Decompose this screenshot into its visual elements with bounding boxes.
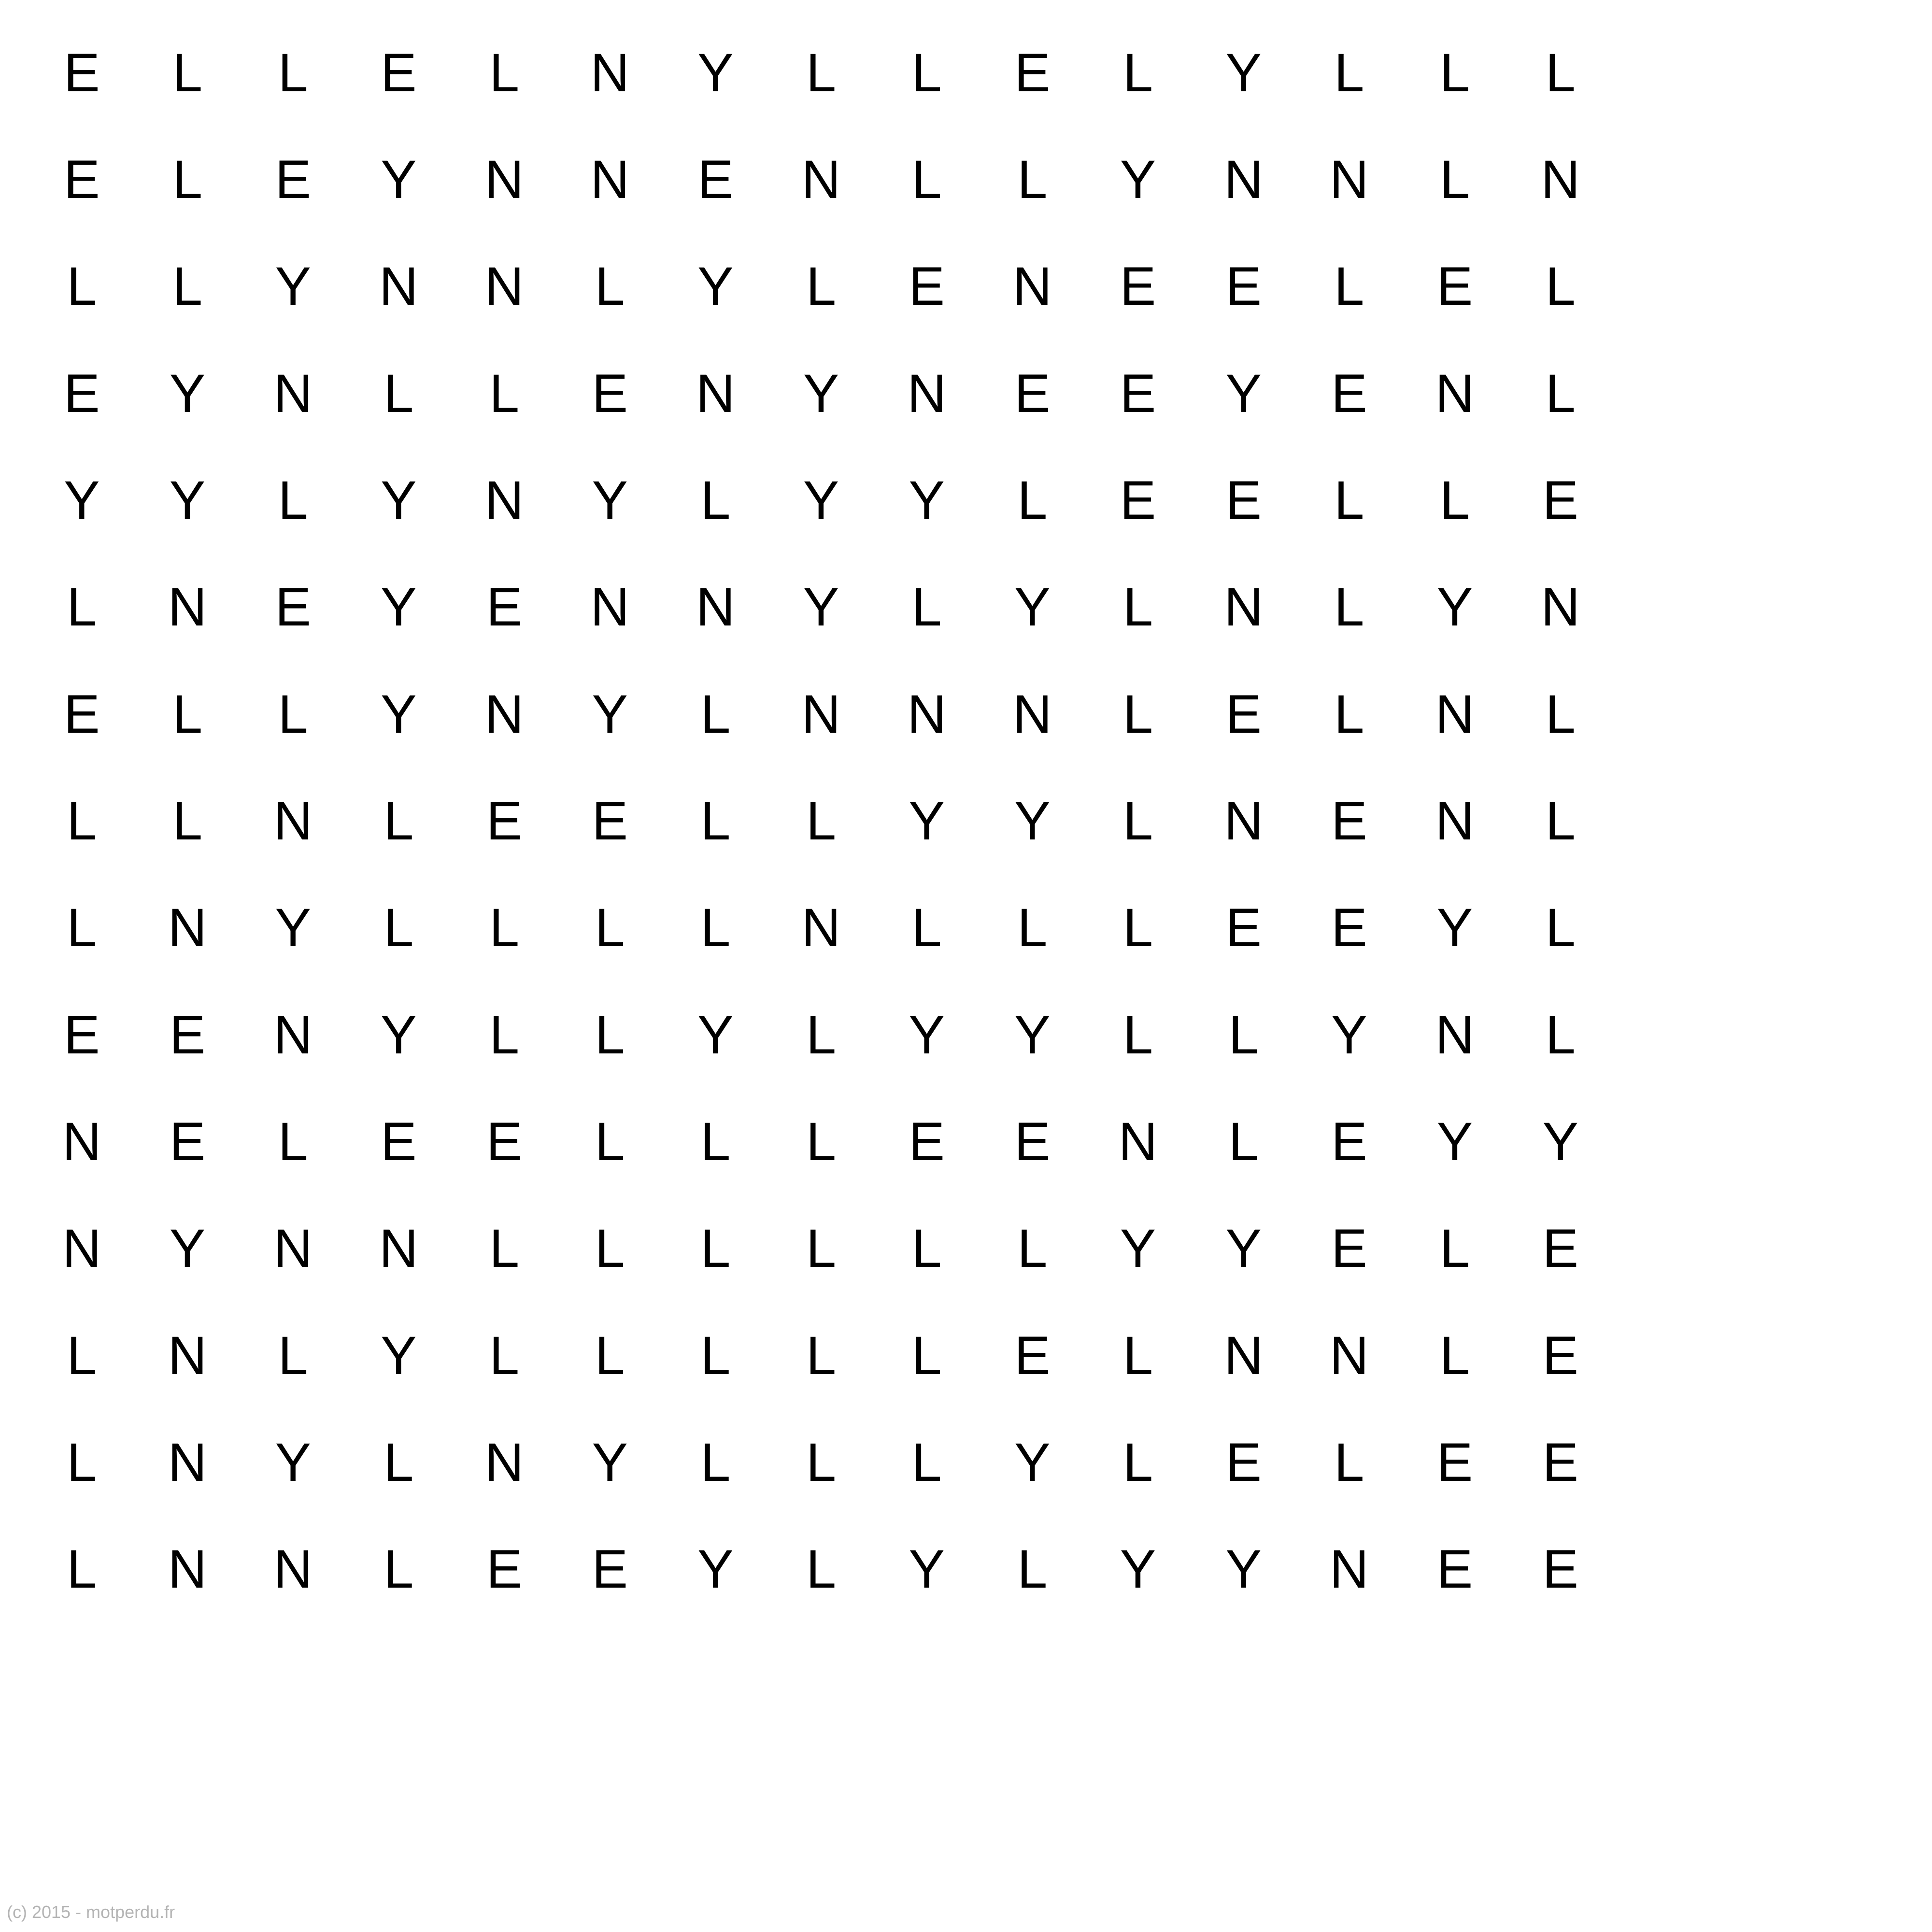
grid-cell[interactable]: Y	[63, 469, 100, 530]
grid-cell[interactable]: E	[592, 1539, 628, 1600]
grid-cell[interactable]: N	[484, 149, 524, 210]
grid-cell[interactable]: L	[489, 897, 520, 958]
grid-cell[interactable]: N	[273, 1218, 313, 1279]
grid-cell[interactable]: Y	[169, 469, 206, 530]
grid-cell[interactable]: Y	[1225, 1218, 1262, 1279]
grid-cell[interactable]: N	[801, 683, 841, 744]
grid-cell[interactable]: Y	[909, 790, 945, 851]
grid-cell[interactable]: L	[806, 1539, 837, 1600]
grid-cell[interactable]: L	[806, 42, 837, 103]
grid-cell[interactable]: L	[700, 1111, 731, 1172]
grid-cell[interactable]: L	[1545, 790, 1576, 851]
grid-cell[interactable]: L	[1228, 1111, 1259, 1172]
grid-cell[interactable]: L	[806, 1111, 837, 1172]
grid-cell[interactable]: Y	[169, 1218, 206, 1279]
grid-cell[interactable]: N	[379, 256, 418, 317]
grid-cell[interactable]: Y	[592, 469, 628, 530]
grid-cell[interactable]: E	[1225, 256, 1262, 317]
grid-cell[interactable]: E	[1225, 1432, 1262, 1492]
grid-cell[interactable]: L	[806, 790, 837, 851]
grid-cell[interactable]: L	[1122, 1004, 1153, 1065]
grid-cell[interactable]: N	[1329, 149, 1369, 210]
grid-cell[interactable]: E	[1542, 1325, 1579, 1386]
grid-cell[interactable]: L	[278, 1111, 308, 1172]
grid-cell[interactable]: N	[484, 683, 524, 744]
grid-cell[interactable]: E	[1542, 1432, 1579, 1492]
grid-cell[interactable]: L	[278, 683, 308, 744]
grid-cell[interactable]: L	[1122, 897, 1153, 958]
grid-cell[interactable]: E	[380, 42, 417, 103]
grid-cell[interactable]: E	[1542, 1539, 1579, 1600]
grid-cell[interactable]: N	[1329, 1539, 1369, 1600]
grid-cell[interactable]: L	[67, 1539, 97, 1600]
grid-cell[interactable]: E	[169, 1004, 206, 1065]
grid-cell[interactable]: L	[278, 1325, 308, 1386]
grid-cell[interactable]: N	[1541, 577, 1580, 638]
grid-cell[interactable]: L	[1439, 42, 1470, 103]
grid-cell[interactable]: N	[62, 1218, 101, 1279]
grid-cell[interactable]: L	[489, 1218, 520, 1279]
grid-cell[interactable]: N	[1224, 1325, 1264, 1386]
grid-cell[interactable]: L	[1017, 1218, 1048, 1279]
grid-cell[interactable]: N	[1541, 149, 1580, 210]
grid-cell[interactable]: L	[1334, 683, 1364, 744]
grid-cell[interactable]: E	[63, 149, 100, 210]
grid-cell[interactable]: E	[1225, 683, 1262, 744]
grid-cell[interactable]: L	[1439, 1325, 1470, 1386]
grid-cell[interactable]: Y	[1436, 897, 1473, 958]
grid-cell[interactable]: L	[911, 1218, 942, 1279]
grid-cell[interactable]: N	[1224, 577, 1264, 638]
grid-cell[interactable]: L	[172, 149, 203, 210]
grid-cell[interactable]: L	[1228, 1004, 1259, 1065]
grid-cell[interactable]: Y	[697, 1004, 734, 1065]
grid-cell[interactable]: E	[63, 1004, 100, 1065]
grid-cell[interactable]: L	[67, 1325, 97, 1386]
grid-cell[interactable]: L	[278, 469, 308, 530]
grid-cell[interactable]: L	[1439, 469, 1470, 530]
grid-cell[interactable]: L	[806, 256, 837, 317]
grid-cell[interactable]: L	[1334, 469, 1364, 530]
grid-cell[interactable]: N	[1435, 790, 1475, 851]
grid-cell[interactable]: L	[1122, 577, 1153, 638]
grid-cell[interactable]: N	[907, 683, 947, 744]
grid-cell[interactable]: Y	[697, 256, 734, 317]
grid-cell[interactable]: L	[806, 1218, 837, 1279]
grid-cell[interactable]: N	[1329, 1325, 1369, 1386]
grid-cell[interactable]: Y	[1014, 1004, 1051, 1065]
grid-cell[interactable]: L	[700, 1218, 731, 1279]
grid-cell[interactable]: E	[1014, 1325, 1051, 1386]
grid-cell[interactable]: L	[700, 683, 731, 744]
grid-cell[interactable]: N	[168, 577, 207, 638]
grid-cell[interactable]: E	[275, 149, 312, 210]
grid-cell[interactable]: Y	[380, 1004, 417, 1065]
grid-cell[interactable]: L	[806, 1004, 837, 1065]
grid-cell[interactable]: Y	[1225, 363, 1262, 424]
grid-cell[interactable]: L	[595, 1325, 625, 1386]
grid-cell[interactable]: N	[590, 149, 630, 210]
grid-cell[interactable]: Y	[1120, 149, 1156, 210]
grid-cell[interactable]: L	[1017, 1539, 1048, 1600]
grid-cell[interactable]: N	[484, 469, 524, 530]
grid-cell[interactable]: L	[1545, 256, 1576, 317]
grid-cell[interactable]: N	[273, 1539, 313, 1600]
grid-cell[interactable]: L	[700, 1432, 731, 1492]
grid-cell[interactable]: Y	[1120, 1539, 1156, 1600]
grid-cell[interactable]: N	[1435, 363, 1475, 424]
grid-cell[interactable]: L	[911, 149, 942, 210]
grid-cell[interactable]: E	[592, 363, 628, 424]
grid-cell[interactable]: L	[595, 256, 625, 317]
grid-cell[interactable]: E	[1225, 469, 1262, 530]
grid-cell[interactable]: L	[172, 790, 203, 851]
grid-cell[interactable]: L	[595, 897, 625, 958]
grid-cell[interactable]: L	[67, 256, 97, 317]
grid-cell[interactable]: N	[273, 1004, 313, 1065]
grid-cell[interactable]: N	[1224, 790, 1264, 851]
grid-cell[interactable]: N	[62, 1111, 101, 1172]
grid-cell[interactable]: E	[63, 42, 100, 103]
grid-cell[interactable]: Y	[592, 683, 628, 744]
grid-cell[interactable]: N	[484, 1432, 524, 1492]
grid-cell[interactable]: L	[911, 577, 942, 638]
grid-cell[interactable]: E	[592, 790, 628, 851]
grid-cell[interactable]: E	[1436, 1432, 1473, 1492]
grid-cell[interactable]: L	[1017, 897, 1048, 958]
grid-cell[interactable]: E	[380, 1111, 417, 1172]
grid-cell[interactable]: Y	[1014, 790, 1051, 851]
grid-cell[interactable]: N	[1012, 683, 1052, 744]
grid-cell[interactable]: N	[1224, 149, 1264, 210]
grid-cell[interactable]: E	[1120, 363, 1156, 424]
grid-cell[interactable]: L	[278, 42, 308, 103]
grid-cell[interactable]: N	[168, 897, 207, 958]
grid-cell[interactable]: N	[801, 897, 841, 958]
grid-cell[interactable]: E	[1542, 1218, 1579, 1279]
grid-cell[interactable]: N	[1435, 1004, 1475, 1065]
grid-cell[interactable]: E	[486, 790, 523, 851]
grid-cell[interactable]: N	[1012, 256, 1052, 317]
grid-cell[interactable]: L	[700, 1325, 731, 1386]
grid-cell[interactable]: E	[1331, 363, 1367, 424]
grid-cell[interactable]: Y	[380, 683, 417, 744]
grid-cell[interactable]: E	[1542, 469, 1579, 530]
grid-cell[interactable]: L	[1122, 42, 1153, 103]
grid-cell[interactable]: Y	[1120, 1218, 1156, 1279]
grid-cell[interactable]: Y	[697, 1539, 734, 1600]
grid-cell[interactable]: Y	[380, 1325, 417, 1386]
grid-cell[interactable]: L	[384, 363, 414, 424]
grid-cell[interactable]: L	[1334, 1432, 1364, 1492]
grid-cell[interactable]: Y	[380, 577, 417, 638]
grid-cell[interactable]: L	[489, 1004, 520, 1065]
grid-cell[interactable]: L	[1545, 683, 1576, 744]
grid-cell[interactable]: N	[484, 256, 524, 317]
grid-cell[interactable]: L	[806, 1432, 837, 1492]
grid-cell[interactable]: L	[1334, 256, 1364, 317]
grid-cell[interactable]: Y	[380, 149, 417, 210]
grid-cell[interactable]: L	[1334, 42, 1364, 103]
grid-cell[interactable]: L	[1122, 790, 1153, 851]
grid-cell[interactable]: E	[1120, 256, 1156, 317]
grid-cell[interactable]: Y	[275, 1432, 312, 1492]
grid-cell[interactable]: N	[590, 42, 630, 103]
grid-cell[interactable]: L	[1122, 1432, 1153, 1492]
grid-cell[interactable]: Y	[1436, 577, 1473, 638]
grid-cell[interactable]: Y	[1014, 1432, 1051, 1492]
grid-cell[interactable]: Y	[909, 1004, 945, 1065]
grid-cell[interactable]: L	[1545, 897, 1576, 958]
grid-cell[interactable]: E	[909, 256, 945, 317]
grid-cell[interactable]: E	[1120, 469, 1156, 530]
grid-cell[interactable]: Y	[380, 469, 417, 530]
grid-cell[interactable]: L	[67, 790, 97, 851]
grid-cell[interactable]: L	[700, 897, 731, 958]
grid-cell[interactable]: L	[384, 790, 414, 851]
grid-cell[interactable]: L	[384, 897, 414, 958]
grid-cell[interactable]: E	[486, 1539, 523, 1600]
grid-cell[interactable]: Y	[1542, 1111, 1579, 1172]
grid-cell[interactable]: N	[273, 363, 313, 424]
grid-cell[interactable]: L	[489, 363, 520, 424]
grid-cell[interactable]: E	[1014, 1111, 1051, 1172]
grid-cell[interactable]: Y	[275, 256, 312, 317]
grid-cell[interactable]: L	[1017, 149, 1048, 210]
grid-cell[interactable]: Y	[275, 897, 312, 958]
grid-cell[interactable]: Y	[1331, 1004, 1367, 1065]
grid-cell[interactable]: L	[1545, 1004, 1576, 1065]
grid-cell[interactable]: N	[1118, 1111, 1158, 1172]
grid-cell[interactable]: E	[63, 363, 100, 424]
grid-cell[interactable]: L	[172, 683, 203, 744]
grid-cell[interactable]: L	[1439, 1218, 1470, 1279]
grid-cell[interactable]: N	[801, 149, 841, 210]
grid-cell[interactable]: N	[696, 363, 735, 424]
grid-cell[interactable]: L	[911, 1432, 942, 1492]
grid-cell[interactable]: L	[595, 1218, 625, 1279]
grid-cell[interactable]: N	[273, 790, 313, 851]
grid-cell[interactable]: L	[67, 897, 97, 958]
grid-cell[interactable]: E	[169, 1111, 206, 1172]
grid-cell[interactable]: N	[696, 577, 735, 638]
grid-cell[interactable]: E	[1014, 42, 1051, 103]
grid-cell[interactable]: L	[1017, 469, 1048, 530]
grid-cell[interactable]: Y	[1014, 577, 1051, 638]
grid-cell[interactable]: E	[1436, 1539, 1473, 1600]
grid-cell[interactable]: L	[1122, 1325, 1153, 1386]
grid-cell[interactable]: L	[384, 1432, 414, 1492]
grid-cell[interactable]: E	[275, 577, 312, 638]
grid-cell[interactable]: L	[595, 1004, 625, 1065]
grid-cell[interactable]: L	[1122, 683, 1153, 744]
grid-cell[interactable]: E	[63, 683, 100, 744]
grid-cell[interactable]: N	[1435, 683, 1475, 744]
grid-cell[interactable]: L	[1545, 363, 1576, 424]
grid-cell[interactable]: Y	[592, 1432, 628, 1492]
grid-cell[interactable]: L	[172, 42, 203, 103]
letter-grid[interactable]	[29, 19, 1613, 1623]
grid-cell[interactable]: E	[486, 1111, 523, 1172]
grid-cell[interactable]: L	[489, 1325, 520, 1386]
grid-cell[interactable]: L	[911, 1325, 942, 1386]
grid-cell[interactable]: L	[172, 256, 203, 317]
grid-cell[interactable]: L	[489, 42, 520, 103]
grid-cell[interactable]: Y	[803, 577, 839, 638]
grid-cell[interactable]: Y	[1436, 1111, 1473, 1172]
grid-cell[interactable]: E	[1331, 897, 1367, 958]
grid-cell[interactable]: N	[907, 363, 947, 424]
grid-cell[interactable]: Y	[169, 363, 206, 424]
grid-cell[interactable]: N	[379, 1218, 418, 1279]
grid-cell[interactable]: L	[1545, 42, 1576, 103]
grid-cell[interactable]: L	[1439, 149, 1470, 210]
grid-cell[interactable]: N	[168, 1539, 207, 1600]
grid-cell[interactable]: N	[590, 577, 630, 638]
grid-cell[interactable]: E	[1436, 256, 1473, 317]
grid-cell[interactable]: E	[1331, 1111, 1367, 1172]
grid-cell[interactable]: L	[700, 469, 731, 530]
grid-cell[interactable]: Y	[909, 1539, 945, 1600]
grid-cell[interactable]: Y	[909, 469, 945, 530]
grid-cell[interactable]: N	[168, 1432, 207, 1492]
grid-cell[interactable]: E	[1014, 363, 1051, 424]
grid-cell[interactable]: L	[1334, 577, 1364, 638]
grid-cell[interactable]: E	[909, 1111, 945, 1172]
grid-cell[interactable]: Y	[1225, 42, 1262, 103]
grid-cell[interactable]: Y	[803, 363, 839, 424]
grid-cell[interactable]: L	[67, 1432, 97, 1492]
grid-cell[interactable]: E	[486, 577, 523, 638]
grid-cell[interactable]: N	[168, 1325, 207, 1386]
grid-cell[interactable]: L	[700, 790, 731, 851]
grid-cell[interactable]: E	[1225, 897, 1262, 958]
copyright-credit: (c) 2015 - motperdu.fr	[7, 1902, 175, 1922]
grid-cell[interactable]: L	[911, 42, 942, 103]
grid-cell[interactable]: E	[1331, 790, 1367, 851]
grid-cell[interactable]: E	[1331, 1218, 1367, 1279]
grid-cell[interactable]: L	[911, 897, 942, 958]
grid-cell[interactable]: Y	[1225, 1539, 1262, 1600]
grid-cell[interactable]: L	[806, 1325, 837, 1386]
grid-cell[interactable]: E	[697, 149, 734, 210]
grid-cell[interactable]: L	[384, 1539, 414, 1600]
grid-cell[interactable]: Y	[697, 42, 734, 103]
grid-cell[interactable]: L	[595, 1111, 625, 1172]
grid-cell[interactable]: L	[67, 577, 97, 638]
grid-cell[interactable]: Y	[803, 469, 839, 530]
